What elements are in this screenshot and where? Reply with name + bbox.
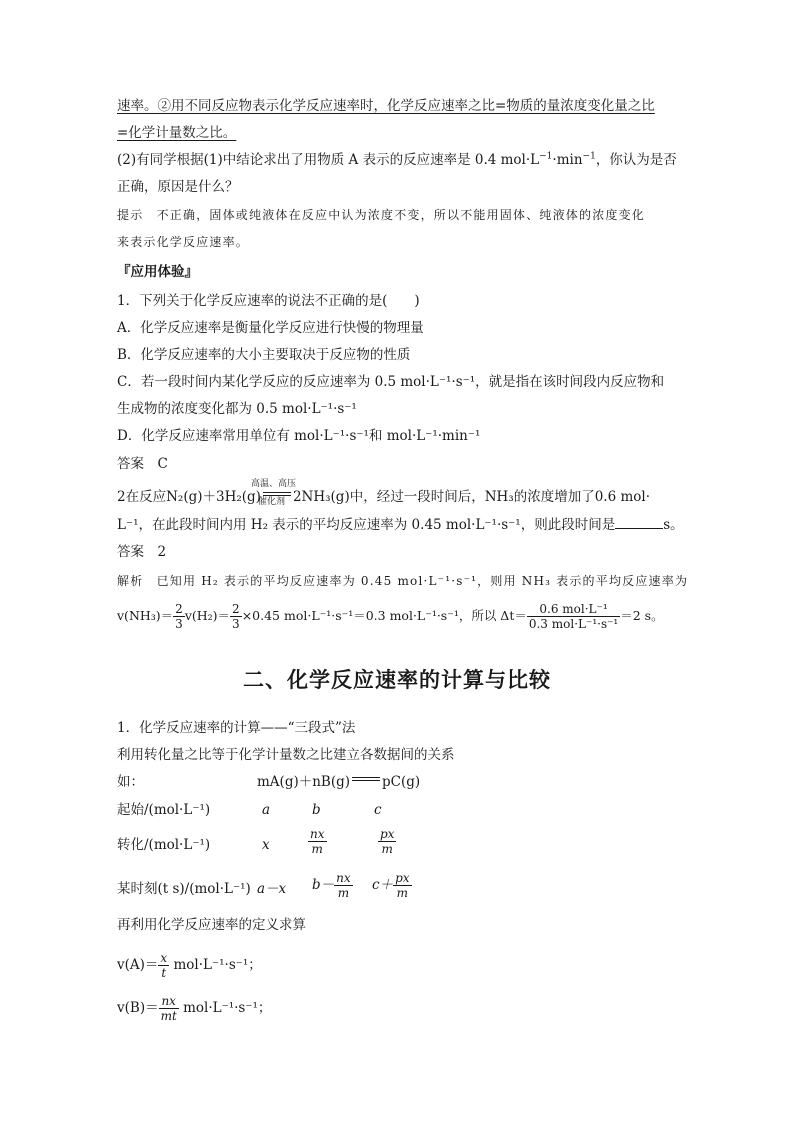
q2-line-2: 正确，原因是什么？	[117, 179, 239, 195]
row-conv-b: $\frac{nx}{m}$	[310, 827, 325, 856]
row-start-a: a	[262, 802, 271, 818]
q2-line-1: (2)有同学根据(1)中结论求出了用物质 A 表示的反应速率是 0.4 $mol\cdot L^{-1}\cdot\min^{-1}$，你认为是否	[117, 151, 677, 168]
hint-line-2: 来表示化学反应速率。	[117, 235, 250, 249]
section-label: 『应用体验』	[117, 264, 198, 280]
ex1-option-d: D．化学反应速率常用单位有 mol·L⁻¹·s⁻¹和 mol·L⁻¹·min⁻¹	[117, 428, 481, 444]
answer-blank	[615, 514, 663, 529]
row-conv-label: 转化/(mol·L⁻¹)	[117, 837, 211, 853]
row-conv-c: $\frac{px}{m}$	[380, 827, 395, 856]
ex1-option-b: B．化学反应速率的大小主要取决于反应物的性质	[117, 347, 411, 363]
hint-line-1: 提示 不正确，固体或纯液体在反应中认为浓度不变，所以不能用固体、纯液体的浓度变化	[117, 208, 646, 222]
ex1-stem: 1．下列关于化学反应速率的说法不正确的是( )	[117, 293, 420, 309]
row-time-a: a－x	[257, 881, 287, 897]
calc-example-label: 如：	[117, 774, 144, 790]
ex1-option-c-2: 生成物的浓度变化都为 0.5 mol·L⁻¹·s⁻¹	[117, 401, 357, 417]
condition-top: 高温、高压	[251, 479, 297, 489]
row-conv-a: x	[262, 837, 270, 853]
calc-title: 1．化学反应速率的计算——“三段式”法	[117, 720, 356, 736]
row-time-b: b－ $\frac{nx}{m}$	[312, 871, 351, 900]
intro-line-2: =化学计量数之比。	[117, 125, 237, 141]
calc-then: 再利用化学反应速率的定义求算	[117, 917, 306, 933]
row-start-c: c	[374, 802, 382, 818]
calc-description: 利用转化量之比等于化学计量数之比建立各数据间的关系	[117, 747, 455, 763]
row-time-label: 某时刻(t s)/(mol·L⁻¹)	[117, 881, 251, 897]
section-heading: 二、化学反应速率的计算与比较	[243, 668, 551, 692]
ex2-explanation-1: 解析 已知用 H₂ 表示的平均反应速率为 0.45 mol·L⁻¹·s⁻¹，则用 NH₃ 表示的平均反应速率为	[117, 574, 689, 588]
ex1-answer: 答案 C	[117, 456, 168, 472]
ex2-explanation-2: v(NH₃)＝ $\frac{2}{3}$ v(H₂)＝ $\frac{2}{3}$ ×0.45 mol·L⁻¹·s⁻¹＝0.3 mol·L⁻¹·s⁻¹，所以 Δt＝ $\frac{\text{0.6 mol·L⁻¹}}{\text{0.3 mol·L⁻¹·s⁻¹}}$ ＝2 s。	[117, 602, 664, 631]
ex2-stem: 2在反应N₂(g)＋3H₂(g) 2NH₃(g)中，经过一段时间后，NH₃的浓度增加了0.6 mol·	[117, 489, 651, 505]
row-start-label: 起始/(mol·L⁻¹)	[117, 802, 211, 818]
calc-reaction: mA(g)＋nB(g) pC(g)	[257, 774, 421, 790]
ex1-option-c-1: C．若一段时间内某化学反应的反应速率为 0.5 mol·L⁻¹·s⁻¹，就是指在该时间段内反应物和	[117, 374, 665, 390]
rate-a: v(A)＝ $\frac{x}{t}$ mol·L⁻¹·s⁻¹；	[117, 951, 262, 980]
ex2-answer: 答案 2	[117, 544, 167, 560]
row-time-c: c＋ $\frac{px}{m}$	[372, 871, 410, 900]
intro-line-1: 速率。②用不同反应物表示化学反应速率时，化学反应速率之比=物质的量浓度变化量之比	[117, 98, 655, 114]
rate-b: v(B)＝ $\frac{nx}{mt}$ mol·L⁻¹·s⁻¹；	[117, 994, 272, 1023]
ex1-option-a: A．化学反应速率是衡量化学反应进行快慢的物理量	[117, 320, 424, 336]
condition-bottom: 催化剂	[258, 497, 286, 507]
ex2-line-2: L⁻¹，在此段时间内用 H₂ 表示的平均反应速率为 0.45 mol·L⁻¹·s⁻¹，则此段时间是 s。	[117, 514, 684, 535]
row-start-b: b	[312, 802, 321, 818]
